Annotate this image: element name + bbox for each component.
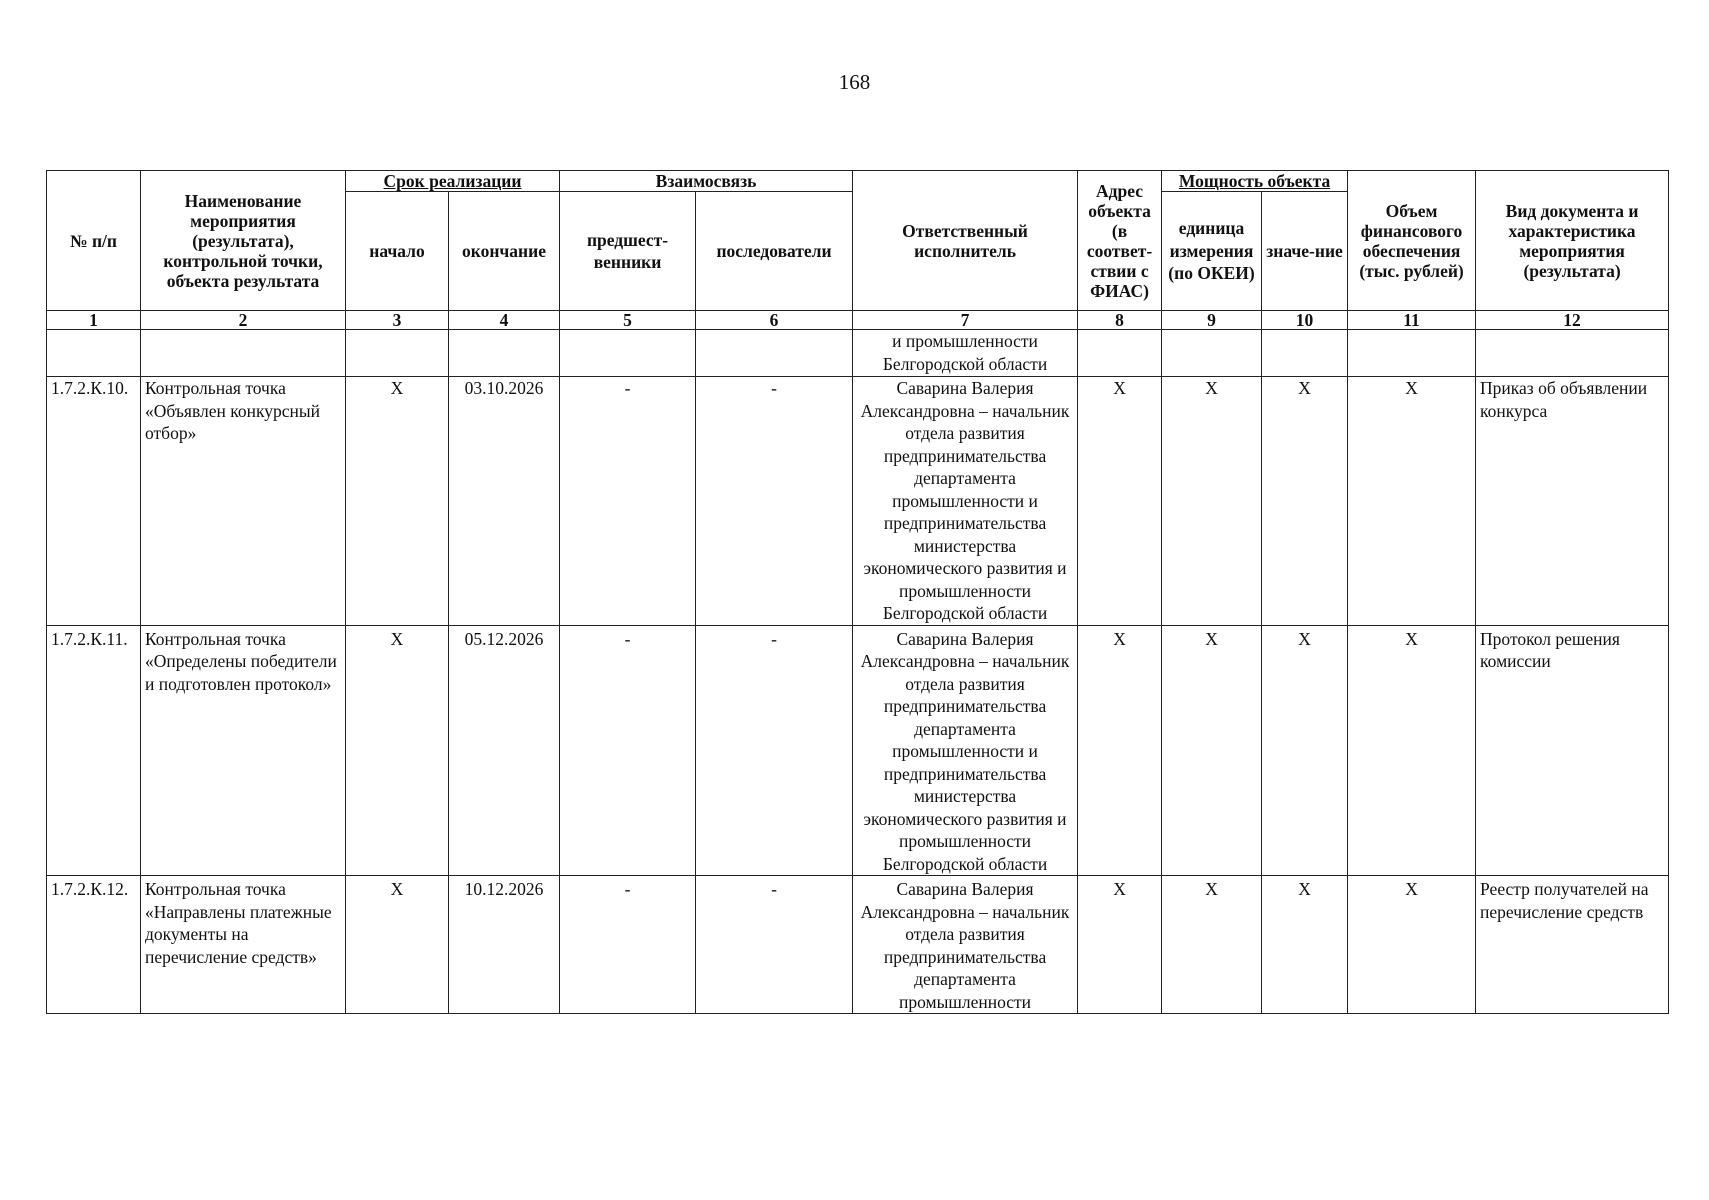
row-id: 1.7.2.К.11. [47, 625, 141, 876]
row-id: 1.7.2.К.12. [47, 876, 141, 1014]
page-number: 168 [838, 70, 871, 94]
header-finance: Объем финансового обеспечения (тыс. рублей) [1348, 171, 1476, 311]
header-successors: последователи [696, 192, 853, 311]
column-number-row [47, 311, 1669, 330]
plan-table [46, 170, 1669, 1014]
column-number: 9 [1162, 311, 1262, 330]
row-successors: - [696, 377, 853, 626]
row-unit: X [1162, 876, 1262, 1014]
row-responsible: Саварина Валерия Александровна – начальник отдела развития предпринимательства департамента промышленности и предпринимательства министерства экономического развития и промышленности Белгородской области [853, 625, 1078, 876]
column-number: 4 [449, 311, 560, 330]
row-name: Контрольная точка «Объявлен конкурсный отбор» [141, 377, 346, 626]
column-number: 5 [560, 311, 696, 330]
row-start: X [346, 625, 449, 876]
row-value: X [1262, 876, 1348, 1014]
row-responsible: Саварина Валерия Александровна – начальник отдела развития предпринимательства департамента промышленности [853, 876, 1078, 1014]
table-row [47, 876, 1669, 1014]
row-doc: Протокол решения комиссии [1476, 625, 1669, 876]
row-successors: - [696, 876, 853, 1014]
header-address: Адрес объекта (в соответ-ствии с ФИАС) [1078, 171, 1162, 311]
header-relation: Взаимосвязь [560, 171, 853, 192]
header-term-start: начало [346, 192, 449, 311]
column-number: 12 [1476, 311, 1669, 330]
row-name: Контрольная точка «Определены победители и подготовлен протокол» [141, 625, 346, 876]
column-number: 3 [346, 311, 449, 330]
continuation-row [47, 330, 1669, 377]
row-predecessors: - [560, 625, 696, 876]
row-responsible: Саварина Валерия Александровна – начальник отдела развития предпринимательства департамента промышленности и предпринимательства министерства экономического развития и промышленности Белгородской области [853, 377, 1078, 626]
row-unit: X [1162, 377, 1262, 626]
row-doc: Приказ об объявлении конкурса [1476, 377, 1669, 626]
row-value: X [1262, 625, 1348, 876]
row-doc: Реестр получателей на перечисление средств [1476, 876, 1669, 1014]
row-end: 10.12.2026 [449, 876, 560, 1014]
row-start: X [346, 876, 449, 1014]
table-row [47, 625, 1669, 876]
row-address: X [1078, 625, 1162, 876]
header-name: Наименование мероприятия (результата), контрольной точки, объекта результата [141, 171, 346, 311]
table-row [47, 377, 1669, 626]
header-unit: единица измерения (по ОКЕИ) [1162, 192, 1262, 311]
row-finance: X [1348, 377, 1476, 626]
column-number: 2 [141, 311, 346, 330]
row-name: Контрольная точка «Направлены платежные документы на перечисление средств» [141, 876, 346, 1014]
row-unit: X [1162, 625, 1262, 876]
header-term: Срок реализации [346, 171, 560, 192]
column-number: 10 [1262, 311, 1348, 330]
table-body [47, 311, 1669, 1014]
column-number: 1 [47, 311, 141, 330]
table-header [47, 171, 1669, 311]
header-term-end: окончание [449, 192, 560, 311]
header-value: значе-ние [1262, 192, 1348, 311]
column-number: 7 [853, 311, 1078, 330]
row-finance: X [1348, 625, 1476, 876]
row-address: X [1078, 377, 1162, 626]
header-doc-type: Вид документа и характеристика мероприятия (результата) [1476, 171, 1669, 311]
row-id: 1.7.2.К.10. [47, 377, 141, 626]
row-address: X [1078, 876, 1162, 1014]
header-num: № п/п [47, 171, 141, 311]
row-value: X [1262, 377, 1348, 626]
column-number: 8 [1078, 311, 1162, 330]
row-end: 05.12.2026 [449, 625, 560, 876]
row-finance: X [1348, 876, 1476, 1014]
column-number: 6 [696, 311, 853, 330]
row-start: X [346, 377, 449, 626]
row-predecessors: - [560, 377, 696, 626]
row-end: 03.10.2026 [449, 377, 560, 626]
plan-table-container [46, 170, 1668, 1014]
column-number: 11 [1348, 311, 1476, 330]
row-predecessors: - [560, 876, 696, 1014]
row-successors: - [696, 625, 853, 876]
header-predecessors: предшест-венники [560, 192, 696, 311]
header-capacity: Мощность объекта [1162, 171, 1348, 192]
header-responsible: Ответственный исполнитель [853, 171, 1078, 311]
continuation-responsible: и промышленности Белгородской области [853, 330, 1078, 377]
